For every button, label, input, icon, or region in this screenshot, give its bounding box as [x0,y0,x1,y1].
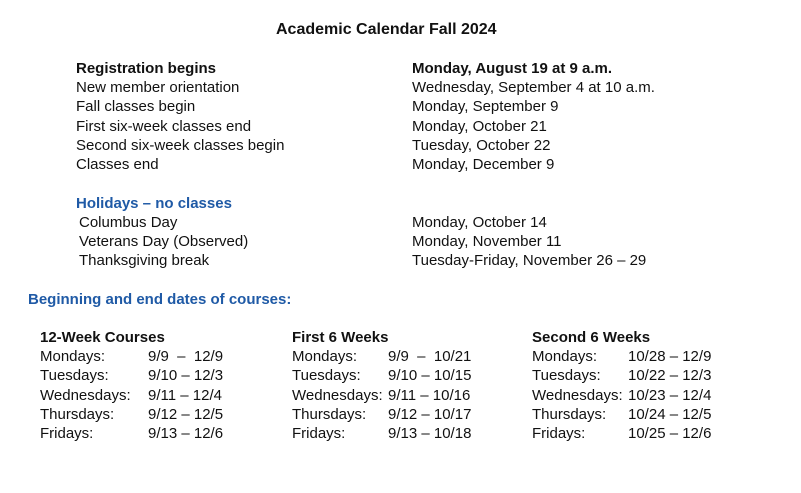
course-day: Tuesdays: [532,367,601,384]
course-day: Thursdays: [40,406,115,423]
courses-heading: Beginning and end dates of courses: [28,291,292,308]
course-range: 9/12 – 10/17 [388,406,472,423]
course-range: 10/28 – 12/9 [628,348,712,365]
course-range: 9/10 – 10/15 [388,367,472,384]
holidays-heading: Holidays – no classes [76,195,232,212]
holiday-value: Tuesday-Friday, November 26 – 29 [412,252,647,269]
course-day: Tuesdays: [40,367,109,384]
holiday-value: Monday, November 11 [412,233,562,250]
schedule-label: First six-week classes end [76,118,252,135]
schedule-label-registration: Registration begins [76,60,217,77]
schedule-label: Fall classes begin [76,98,196,115]
course-day: Mondays: [532,348,598,365]
course-range: 9/13 – 12/6 [148,425,224,442]
course-day: Wednesdays: [292,387,383,404]
schedule-value: Monday, October 21 [412,118,547,135]
course-range: 10/22 – 12/3 [628,367,712,384]
course-day: Thursdays: [292,406,367,423]
course-day: Wednesdays: [532,387,623,404]
course-group-heading: Second 6 Weeks [532,329,651,346]
course-range: 9/11 – 10/16 [388,387,471,404]
course-range: 9/13 – 10/18 [388,425,472,442]
course-group-heading: First 6 Weeks [292,329,389,346]
schedule-label: Classes end [76,156,159,173]
course-day: Fridays: [532,425,586,442]
course-day: Mondays: [292,348,358,365]
holiday-label: Veterans Day (Observed) [79,233,249,250]
course-range: 9/9 – 10/21 [388,348,472,365]
course-range: 9/10 – 12/3 [148,367,224,384]
course-range: 9/11 – 12/4 [148,387,222,404]
course-group-heading: 12-Week Courses [40,329,165,346]
course-day: Mondays: [40,348,106,365]
schedule-value: Monday, September 9 [412,98,559,115]
course-day: Wednesdays: [40,387,131,404]
schedule-value-registration: Monday, August 19 at 9 a.m. [412,60,613,77]
course-day: Fridays: [40,425,94,442]
page-title: Academic Calendar Fall 2024 [276,21,497,38]
course-day: Tuesdays: [292,367,361,384]
holiday-label: Thanksgiving break [79,252,210,269]
course-day: Thursdays: [532,406,607,423]
schedule-value: Tuesday, October 22 [412,137,551,154]
course-range: 10/25 – 12/6 [628,425,712,442]
schedule-label: Second six-week classes begin [76,137,285,154]
schedule-value: Wednesday, September 4 at 10 a.m. [412,79,655,96]
schedule-label: New member orientation [76,79,240,96]
holiday-label: Columbus Day [79,214,178,231]
schedule-value: Monday, December 9 [412,156,555,173]
course-day: Fridays: [292,425,346,442]
course-range: 9/12 – 12/5 [148,406,224,423]
course-range: 9/9 – 12/9 [148,348,224,365]
course-range: 10/23 – 12/4 [628,387,712,404]
holiday-value: Monday, October 14 [412,214,547,231]
course-range: 10/24 – 12/5 [628,406,712,423]
